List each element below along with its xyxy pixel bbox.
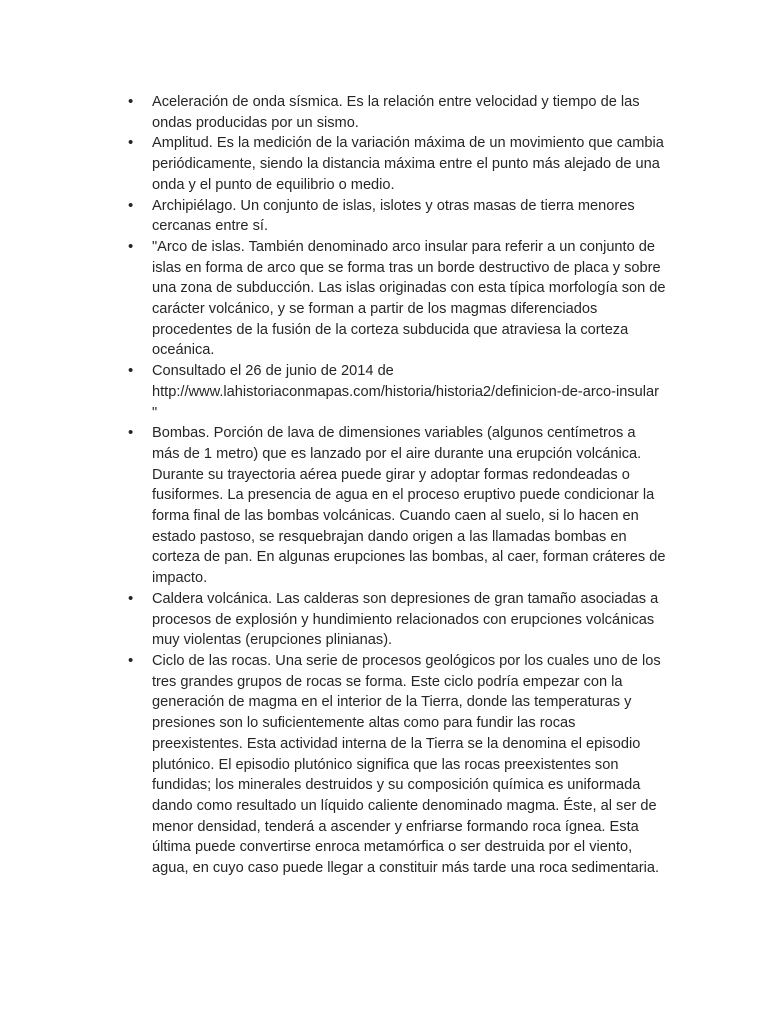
glossary-list bbox=[118, 92, 666, 879]
item-text: Bombas. Porción de lava de dimensiones variables (algunos centímetros a más de 1 metro) que es lanzado por el aire durante una erupción volcánica. Durante su trayectoria aérea puede girar y adoptar formas redondeadas o fusiformes. La presencia de agua en el proceso eruptivo puede condicionar la forma final de las bombas volcánicas. Cuando caen al suelo, si lo hacen en estado pastoso, se resquebrajan dando origen a las llamadas bombas en corteza de pan. En algunas erupciones las bombas, al caer, forman cráteres de impacto. bbox=[152, 425, 666, 587]
list-item bbox=[118, 589, 666, 651]
list-item bbox=[118, 423, 666, 589]
list-item bbox=[118, 133, 666, 195]
list-item bbox=[118, 237, 666, 361]
list-item bbox=[118, 361, 666, 423]
bullet-icon: • bbox=[128, 93, 134, 110]
bullet-icon: • bbox=[128, 134, 134, 152]
bullet-icon: • bbox=[128, 196, 134, 214]
bullet-icon: • bbox=[128, 237, 134, 255]
item-text: Caldera volcánica. Las calderas son depresiones de gran tamaño asociadas a procesos de explosión y hundimiento relacionados con erupciones volcánicas muy violentas (erupciones plinianas). bbox=[152, 590, 659, 649]
item-text: Consultado el 26 de junio de 2014 de http://www.lahistoriaconmapas.com/historia/historia2/definicion-de-arco-insular " bbox=[152, 363, 659, 421]
list-item bbox=[118, 92, 666, 133]
list-item bbox=[118, 196, 666, 237]
item-text: Aceleración de onda sísmica. Es la relación entre velocidad y tiempo de las ondas producidas por un sismo. bbox=[152, 94, 640, 131]
item-text: Archipiélago. Un conjunto de islas, islotes y otras masas de tierra menores cercanas entre sí. bbox=[152, 197, 635, 235]
item-text: "Arco de islas. También denominado arco insular para referir a un conjunto de islas en forma de arco que se forma tras un borde destructivo de placa y sobre una zona de subducción. Las islas originadas con esta típica morfología son de carácter volcánico, y se forman a partir de los magmas diferenciados procedentes de la fusión de la corteza subducida que atraviesa la corteza oceánica. bbox=[152, 238, 666, 359]
bullet-icon: • bbox=[128, 589, 134, 607]
bullet-icon: • bbox=[128, 651, 134, 669]
item-text: Ciclo de las rocas. Una serie de procesos geológicos por los cuales uno de los tres grandes grupos de rocas se forma. Este ciclo podría empezar con la generación de magma en el interior de la Tierra, donde las temperaturas y presiones son lo suficientemente altas como para fundir las rocas preexistentes. Esta actividad interna de la Tierra se la denomina el episodio plutónico. El episodio plutónico significa que las rocas preexistentes son fundidas; los minerales destruidos y su composición química es uniformada dando como resultado un líquido caliente denominado magma. Éste, al ser de menor densidad, tenderá a ascender y enfriarse formando roca ígnea. Esta última puede convertirse enroca metamórfica o ser destruida por el viento, agua, en cuyo caso puede llegar a constituir más tarde una roca sedimentaria. bbox=[152, 652, 661, 877]
item-text: Amplitud. Es la medición de la variación máxima de un movimiento que cambia periódicamente, siendo la distancia máxima entre el punto más alejado de una onda y el punto de equilibrio o medio. bbox=[152, 135, 664, 193]
bullet-icon: • bbox=[128, 362, 134, 380]
list-item bbox=[118, 651, 666, 879]
bullet-icon: • bbox=[128, 424, 134, 442]
